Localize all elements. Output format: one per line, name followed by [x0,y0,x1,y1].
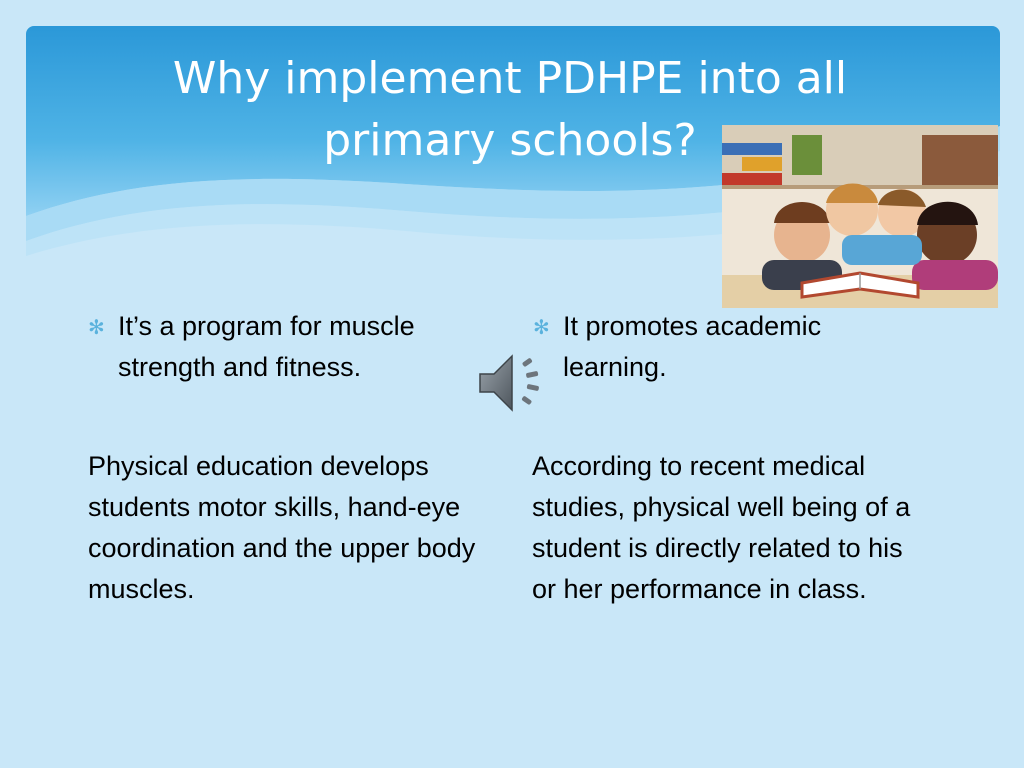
left-paragraph: Physical education develops students motor skills, hand-eye coordination and the upper body muscles. [88,451,476,604]
bullet-star-icon: ✻ [533,317,550,339]
right-bullet [533,306,913,388]
title-line-1: Why implement PDHPE into all [172,53,848,104]
bullet-star-icon: ✻ [88,317,105,339]
left-bullet-text: It’s a program for muscle strength and fitness. [118,311,415,382]
title-line-2: primary schools? [323,115,697,166]
right-column [533,306,913,388]
right-bullet-text: It promotes academic learning. [563,311,822,382]
children-reading-photo [722,125,998,308]
left-bullet [88,306,508,388]
left-column [88,306,508,388]
speaker-icon[interactable] [476,350,548,416]
right-paragraph: According to recent medical studies, physical well being of a student is directly related to his or her performance in class. [532,451,911,604]
